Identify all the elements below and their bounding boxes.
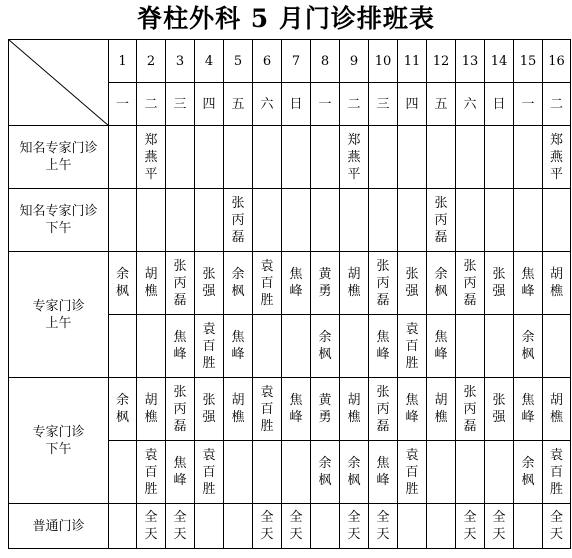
schedule-cell: [282, 252, 311, 315]
doctor-name: 张丙磊: [376, 384, 390, 434]
weekday-header-cell: 日: [485, 83, 514, 126]
weekday-header-cell: 一: [514, 83, 543, 126]
doctor-name: 余枫: [318, 330, 332, 362]
schedule-cell: [485, 441, 514, 504]
schedule-cell: [166, 441, 195, 504]
doctor-name: 袁百胜: [202, 321, 216, 371]
general-clinic-mark: 全天: [347, 510, 361, 542]
doctor-name: 余枫: [116, 267, 130, 299]
doctor-name: 郑燕平: [550, 132, 564, 182]
general-clinic-mark: 全天: [376, 510, 390, 542]
corner-header-cell: [9, 40, 109, 126]
row-label-expert-am: 专家门诊 上午: [9, 252, 109, 378]
schedule-cell: [253, 252, 282, 315]
schedule-cell: [543, 504, 571, 549]
schedule-cell: [166, 189, 195, 252]
schedule-cell: [340, 189, 369, 252]
date-header-cell: 14: [485, 40, 514, 83]
schedule-cell: [543, 126, 571, 189]
doctor-name: 焦峰: [173, 456, 187, 488]
row-label-expert-pm: 专家门诊 下午: [9, 378, 109, 504]
schedule-cell: [514, 252, 543, 315]
date-header-cell: 4: [195, 40, 224, 83]
schedule-cell: [369, 126, 398, 189]
doctor-name: 余枫: [347, 456, 361, 488]
doctor-name: 焦峰: [289, 393, 303, 425]
schedule-cell: [311, 126, 340, 189]
page-title: 脊柱外科 5 月门诊排班表: [137, 4, 435, 33]
schedule-cell: [224, 504, 253, 549]
schedule-cell: [311, 252, 340, 315]
schedule-cell: [311, 315, 340, 378]
weekday-header-cell: 五: [427, 83, 456, 126]
schedule-cell: [485, 378, 514, 441]
schedule-cell: [109, 189, 137, 252]
schedule-cell: [166, 378, 195, 441]
doctor-name: 胡樵: [144, 267, 158, 299]
schedule-cell: [456, 126, 485, 189]
schedule-cell: [195, 378, 224, 441]
schedule-cell: [398, 315, 427, 378]
schedule-cell: [166, 504, 195, 549]
schedule-cell: [514, 315, 543, 378]
doctor-name: 郑燕平: [347, 132, 361, 182]
schedule-cell: [369, 315, 398, 378]
schedule-cell: [195, 441, 224, 504]
doctor-name: 袁百胜: [405, 321, 419, 371]
general-clinic-mark: 全天: [289, 510, 303, 542]
schedule-cell: [456, 315, 485, 378]
schedule-cell: [109, 504, 137, 549]
doctor-name: 张强: [202, 393, 216, 425]
schedule-cell: [311, 378, 340, 441]
schedule-cell: [427, 441, 456, 504]
doctor-name: 张强: [405, 267, 419, 299]
doctor-name: 余枫: [231, 267, 245, 299]
date-header-cell: 3: [166, 40, 195, 83]
doctor-name: 袁百胜: [550, 447, 564, 497]
schedule-cell: [514, 504, 543, 549]
doctor-name: 焦峰: [289, 267, 303, 299]
doctor-name: 胡樵: [144, 393, 158, 425]
doctor-name: 郑燕平: [144, 132, 158, 182]
schedule-cell: [253, 441, 282, 504]
schedule-cell: [166, 315, 195, 378]
schedule-cell: [137, 252, 166, 315]
doctor-name: 焦峰: [231, 330, 245, 362]
schedule-cell: [137, 378, 166, 441]
schedule-cell: [427, 252, 456, 315]
schedule-cell: [514, 189, 543, 252]
doctor-name: 张丙磊: [434, 195, 448, 245]
schedule-cell: [109, 378, 137, 441]
schedule-cell: [195, 504, 224, 549]
date-header-cell: 8: [311, 40, 340, 83]
schedule-cell: [456, 441, 485, 504]
schedule-cell: [137, 315, 166, 378]
schedule-cell: [543, 252, 571, 315]
schedule-cell: [485, 504, 514, 549]
doctor-name: 张强: [492, 267, 506, 299]
schedule-cell: [253, 378, 282, 441]
weekday-header-cell: 六: [253, 83, 282, 126]
schedule-cell: [427, 378, 456, 441]
weekday-header-cell: 六: [456, 83, 485, 126]
schedule-cell: [137, 189, 166, 252]
schedule-cell: [137, 126, 166, 189]
schedule-cell: [456, 378, 485, 441]
date-header-cell: 7: [282, 40, 311, 83]
schedule-cell: [137, 504, 166, 549]
schedule-cell: [514, 441, 543, 504]
schedule-cell: [427, 315, 456, 378]
doctor-name: 袁百胜: [144, 447, 158, 497]
doctor-name: 张强: [202, 267, 216, 299]
row-label-famous-am: 知名专家门诊 上午: [9, 126, 109, 189]
general-clinic-mark: 全天: [144, 510, 158, 542]
schedule-cell: [340, 504, 369, 549]
schedule-cell: [109, 441, 137, 504]
weekday-header-cell: 三: [166, 83, 195, 126]
schedule-cell: [224, 126, 253, 189]
weekday-header-cell: 三: [369, 83, 398, 126]
schedule-cell: [543, 189, 571, 252]
schedule-table: [8, 39, 571, 549]
weekday-header-cell: 四: [195, 83, 224, 126]
general-clinic-mark: 全天: [550, 510, 564, 542]
date-header-cell: 1: [109, 40, 137, 83]
schedule-cell: [340, 315, 369, 378]
schedule-cell: [398, 252, 427, 315]
doctor-name: 张丙磊: [463, 384, 477, 434]
schedule-cell: [340, 252, 369, 315]
schedule-cell: [282, 378, 311, 441]
date-header-cell: 2: [137, 40, 166, 83]
schedule-cell: [543, 378, 571, 441]
schedule-cell: [485, 252, 514, 315]
schedule-cell: [109, 315, 137, 378]
schedule-cell: [311, 189, 340, 252]
schedule-cell: [543, 315, 571, 378]
schedule-cell: [195, 126, 224, 189]
doctor-name: 黄勇: [318, 267, 332, 299]
schedule-cell: [514, 126, 543, 189]
schedule-cell: [369, 378, 398, 441]
schedule-cell: [253, 126, 282, 189]
schedule-cell: [253, 315, 282, 378]
schedule-cell: [166, 252, 195, 315]
doctor-name: 胡樵: [434, 393, 448, 425]
schedule-cell: [340, 126, 369, 189]
schedule-cell: [282, 315, 311, 378]
doctor-name: 张丙磊: [463, 258, 477, 308]
doctor-name: 胡樵: [550, 267, 564, 299]
doctor-name: 余枫: [521, 330, 535, 362]
schedule-cell: [514, 378, 543, 441]
schedule-cell: [485, 315, 514, 378]
schedule-cell: [224, 252, 253, 315]
weekday-header-cell: 二: [137, 83, 166, 126]
date-header-cell: 11: [398, 40, 427, 83]
schedule-cell: [369, 252, 398, 315]
schedule-cell: [340, 441, 369, 504]
weekday-header-cell: 一: [311, 83, 340, 126]
weekday-header-cell: 二: [543, 83, 571, 126]
schedule-cell: [109, 126, 137, 189]
schedule-cell: [224, 441, 253, 504]
doctor-name: 胡樵: [347, 393, 361, 425]
doctor-name: 焦峰: [521, 393, 535, 425]
schedule-cell: [456, 504, 485, 549]
schedule-cell: [166, 126, 195, 189]
schedule-cell: [340, 378, 369, 441]
general-clinic-mark: 全天: [492, 510, 506, 542]
doctor-name: 焦峰: [521, 267, 535, 299]
schedule-cell: [282, 504, 311, 549]
schedule-cell: [282, 189, 311, 252]
schedule-cell: [485, 126, 514, 189]
schedule-cell: [427, 504, 456, 549]
schedule-cell: [398, 126, 427, 189]
date-header-cell: 9: [340, 40, 369, 83]
schedule-cell: [195, 189, 224, 252]
date-header-cell: 13: [456, 40, 485, 83]
schedule-cell: [195, 315, 224, 378]
schedule-cell: [311, 441, 340, 504]
schedule-cell: [369, 189, 398, 252]
schedule-cell: [311, 504, 340, 549]
doctor-name: 张丙磊: [173, 384, 187, 434]
schedule-cell: [398, 441, 427, 504]
doctor-name: 袁百胜: [260, 384, 274, 434]
schedule-cell: [282, 441, 311, 504]
doctor-name: 焦峰: [173, 330, 187, 362]
general-clinic-mark: 全天: [463, 510, 477, 542]
doctor-name: 袁百胜: [202, 447, 216, 497]
row-label-general: 普通门诊: [9, 504, 109, 549]
doctor-name: 胡樵: [231, 393, 245, 425]
doctor-name: 焦峰: [434, 330, 448, 362]
date-header-cell: 6: [253, 40, 282, 83]
weekday-header-cell: 五: [224, 83, 253, 126]
doctor-name: 张丙磊: [173, 258, 187, 308]
schedule-cell: [224, 189, 253, 252]
schedule-cell: [543, 441, 571, 504]
doctor-name: 余枫: [116, 393, 130, 425]
schedule-cell: [109, 252, 137, 315]
date-header-cell: 16: [543, 40, 571, 83]
schedule-cell: [398, 504, 427, 549]
weekday-header-cell: 二: [340, 83, 369, 126]
doctor-name: 胡樵: [550, 393, 564, 425]
schedule-cell: [456, 252, 485, 315]
doctor-name: 张丙磊: [376, 258, 390, 308]
doctor-name: 余枫: [318, 456, 332, 488]
doctor-name: 黄勇: [318, 393, 332, 425]
doctor-name: 余枫: [434, 267, 448, 299]
general-clinic-mark: 全天: [260, 510, 274, 542]
doctor-name: 焦峰: [376, 456, 390, 488]
date-header-cell: 12: [427, 40, 456, 83]
schedule-cell: [369, 504, 398, 549]
schedule-cell: [398, 189, 427, 252]
doctor-name: 余枫: [521, 456, 535, 488]
schedule-cell: [427, 126, 456, 189]
weekday-header-cell: 日: [282, 83, 311, 126]
doctor-name: 焦峰: [405, 393, 419, 425]
weekday-header-cell: 一: [109, 83, 137, 126]
row-label-famous-pm: 知名专家门诊 下午: [9, 189, 109, 252]
schedule-cell: [195, 252, 224, 315]
doctor-name: 焦峰: [376, 330, 390, 362]
date-header-cell: 10: [369, 40, 398, 83]
schedule-cell: [253, 189, 282, 252]
schedule-cell: [224, 378, 253, 441]
doctor-name: 张丙磊: [231, 195, 245, 245]
schedule-cell: [427, 189, 456, 252]
schedule-cell: [369, 441, 398, 504]
schedule-cell: [398, 378, 427, 441]
weekday-header-cell: 四: [398, 83, 427, 126]
diagonal-line: [9, 40, 109, 126]
doctor-name: 张强: [492, 393, 506, 425]
doctor-name: 袁百胜: [405, 447, 419, 497]
schedule-cell: [224, 315, 253, 378]
doctor-name: 袁百胜: [260, 258, 274, 308]
schedule-cell: [137, 441, 166, 504]
general-clinic-mark: 全天: [173, 510, 187, 542]
doctor-name: 胡樵: [347, 267, 361, 299]
schedule-cell: [253, 504, 282, 549]
schedule-cell: [456, 189, 485, 252]
date-header-cell: 15: [514, 40, 543, 83]
schedule-cell: [282, 126, 311, 189]
schedule-cell: [485, 189, 514, 252]
date-header-cell: 5: [224, 40, 253, 83]
